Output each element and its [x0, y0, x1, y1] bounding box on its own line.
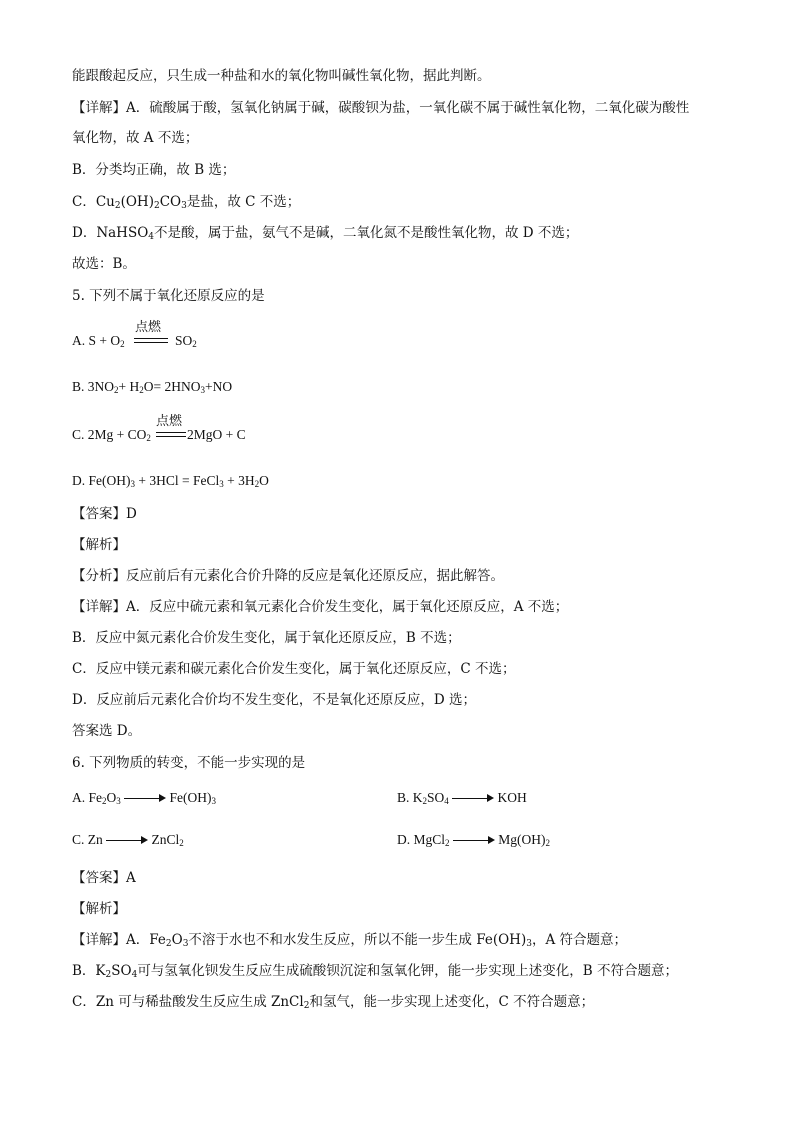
- text-run: B．K: [72, 963, 106, 979]
- q5-option-c-reactants: [72, 427, 151, 443]
- subscript: 2: [146, 433, 151, 443]
- q5-option-a-reactants: [72, 333, 125, 349]
- text-run: ZnCl: [151, 832, 180, 847]
- text-run: SO: [427, 790, 445, 805]
- text-line: 【分析】反应前后有元素化合价升降的反应是氧化还原反应，据此解答。: [72, 568, 504, 584]
- text-run: D. Fe(OH): [72, 473, 131, 488]
- subscript: 2: [114, 385, 119, 395]
- text-line: 氧化物，故 A 不选；: [72, 130, 199, 146]
- subscript: 4: [148, 232, 155, 242]
- subscript: 2: [179, 838, 184, 848]
- subscript: 2: [545, 838, 551, 848]
- text-run: SO: [111, 963, 132, 979]
- subscript: 2: [105, 970, 112, 980]
- arrow-icon: [453, 836, 495, 846]
- text-run: 不是酸，属于盐，氨气不是碱，二氧化氮不是酸性氧化物，故 D 不选；: [154, 225, 579, 241]
- text-run: 【详解】A．Fe: [72, 932, 166, 948]
- text-run: Fe(OH): [169, 790, 212, 805]
- text-line: [72, 992, 594, 1012]
- text-run: (OH): [120, 194, 154, 210]
- q6-option-a: [72, 790, 216, 806]
- text-run: D．NaHSO: [72, 225, 149, 241]
- text-run: + H: [118, 379, 140, 394]
- text-line: 故选：B。: [72, 256, 136, 272]
- subscript: 3: [211, 796, 216, 806]
- q5-option-c-products: 2MgO + C: [187, 427, 246, 442]
- q6-option-c: [72, 832, 184, 848]
- text-run: O: [106, 790, 117, 805]
- text-line: [72, 930, 627, 950]
- subscript: 2: [422, 796, 428, 806]
- text-line: C．反应中镁元素和碳元素化合价发生变化，属于氧化还原反应，C 不选；: [72, 661, 516, 677]
- reaction-condition: 点燃: [135, 320, 162, 335]
- text-run: SO: [175, 333, 193, 348]
- text-line: 【详解】A．反应中硫元素和氧元素化合价发生变化，属于氧化还原反应，A 不选；: [72, 599, 569, 615]
- subscript: 3: [116, 796, 121, 806]
- answer-label: 【答案】A: [72, 870, 136, 886]
- subscript: 2: [120, 339, 125, 349]
- text-run: C．Cu: [72, 194, 115, 210]
- subscript: 3: [219, 479, 224, 489]
- arrow-icon: [452, 794, 494, 804]
- subscript: 2: [254, 479, 260, 489]
- text-run: 可与氢氧化钡发生反应生成硫酸钡沉淀和氢氧化钾，能一步实现上述变化，B 不符合题意；: [137, 963, 679, 979]
- subscript: 2: [445, 838, 450, 848]
- subscript: 2: [139, 385, 144, 395]
- text-run: +NO: [205, 379, 233, 394]
- subscript: 2: [102, 796, 107, 806]
- text-run: Mg(OH): [498, 832, 546, 847]
- subscript: 2: [165, 939, 172, 949]
- q5-option-a-product: [175, 333, 197, 349]
- subscript: 3: [181, 201, 187, 211]
- text-run: C. 2Mg + CO: [72, 427, 147, 442]
- text-run: C. Zn: [72, 832, 103, 847]
- q5-option-b: [72, 379, 232, 395]
- text-line: D．反应前后元素化合价均不发生变化，不是氧化还原反应，D 选；: [72, 692, 476, 708]
- subscript: 4: [444, 796, 449, 806]
- question-6-stem: 6. 下列物质的转变，不能一步实现的是: [72, 755, 306, 771]
- text-run: A. Fe: [72, 790, 102, 805]
- text-run: C．Zn 可与稀盐酸发生反应生成 ZnCl: [72, 994, 304, 1010]
- subscript: 3: [526, 939, 532, 949]
- subscript: 2: [303, 1001, 310, 1011]
- text-run: 不溶于水也不和水发生反应，所以不能一步生成 Fe(OH): [188, 932, 527, 948]
- subscript: 2: [192, 339, 197, 349]
- text-line: B．反应中氮元素化合价发生变化，属于氧化还原反应，B 不选；: [72, 630, 461, 646]
- text-run: + 3HCl = FeCl: [135, 473, 220, 488]
- question-5-stem: 5. 下列不属于氧化还原反应的是: [72, 288, 265, 304]
- q5-option-d: [72, 473, 269, 489]
- text-run: D. MgCl: [397, 832, 446, 847]
- arrow-icon: [124, 794, 166, 804]
- text-line: 能跟酸起反应，只生成一种盐和水的氧化物叫碱性氧化物，据此判断。: [72, 68, 491, 84]
- subscript: 2: [153, 201, 160, 211]
- text-run: O= 2HNO: [143, 379, 201, 394]
- text-line: B．分类均正确，故 B 选；: [72, 162, 236, 178]
- text-line: 【详解】A．硫酸属于酸，氢氧化钠属于碱，碳酸钡为盐，一氧化碳不属于碱性氧化物，二氧化碳为酸性: [72, 100, 690, 116]
- subscript: 2: [114, 201, 121, 211]
- subscript: 4: [131, 970, 138, 980]
- text-run: KOH: [497, 790, 527, 805]
- text-line: [72, 192, 300, 212]
- arrow-icon: [106, 836, 148, 846]
- answer-label: 【答案】D: [72, 506, 137, 522]
- reaction-equals-sign: [156, 432, 186, 437]
- text-run: 是盐，故 C 不选；: [186, 194, 301, 210]
- text-line: [72, 961, 678, 981]
- text-run: CO: [159, 194, 182, 210]
- subscript: 3: [182, 939, 189, 949]
- subscript: 3: [130, 479, 135, 489]
- text-run: ，A 符合题意；: [531, 932, 627, 948]
- analysis-label: 【解析】: [72, 901, 126, 917]
- text-run: + 3H: [223, 473, 255, 488]
- text-run: O: [171, 932, 183, 948]
- text-line: [72, 223, 578, 243]
- text-run: A. S + O: [72, 333, 121, 348]
- text-run: O: [259, 473, 269, 488]
- q6-option-d: [397, 832, 550, 848]
- text-run: 和氢气，能一步实现上述变化，C 不符合题意；: [309, 994, 595, 1010]
- text-run: B. 3NO: [72, 379, 115, 394]
- q6-option-b: [397, 790, 527, 806]
- reaction-condition: 点燃: [156, 414, 183, 429]
- subscript: 3: [200, 385, 206, 395]
- analysis-label: 【解析】: [72, 537, 126, 553]
- text-run: B. K: [397, 790, 423, 805]
- reaction-equals-sign: [134, 338, 168, 343]
- text-line: 答案选 D。: [72, 723, 142, 739]
